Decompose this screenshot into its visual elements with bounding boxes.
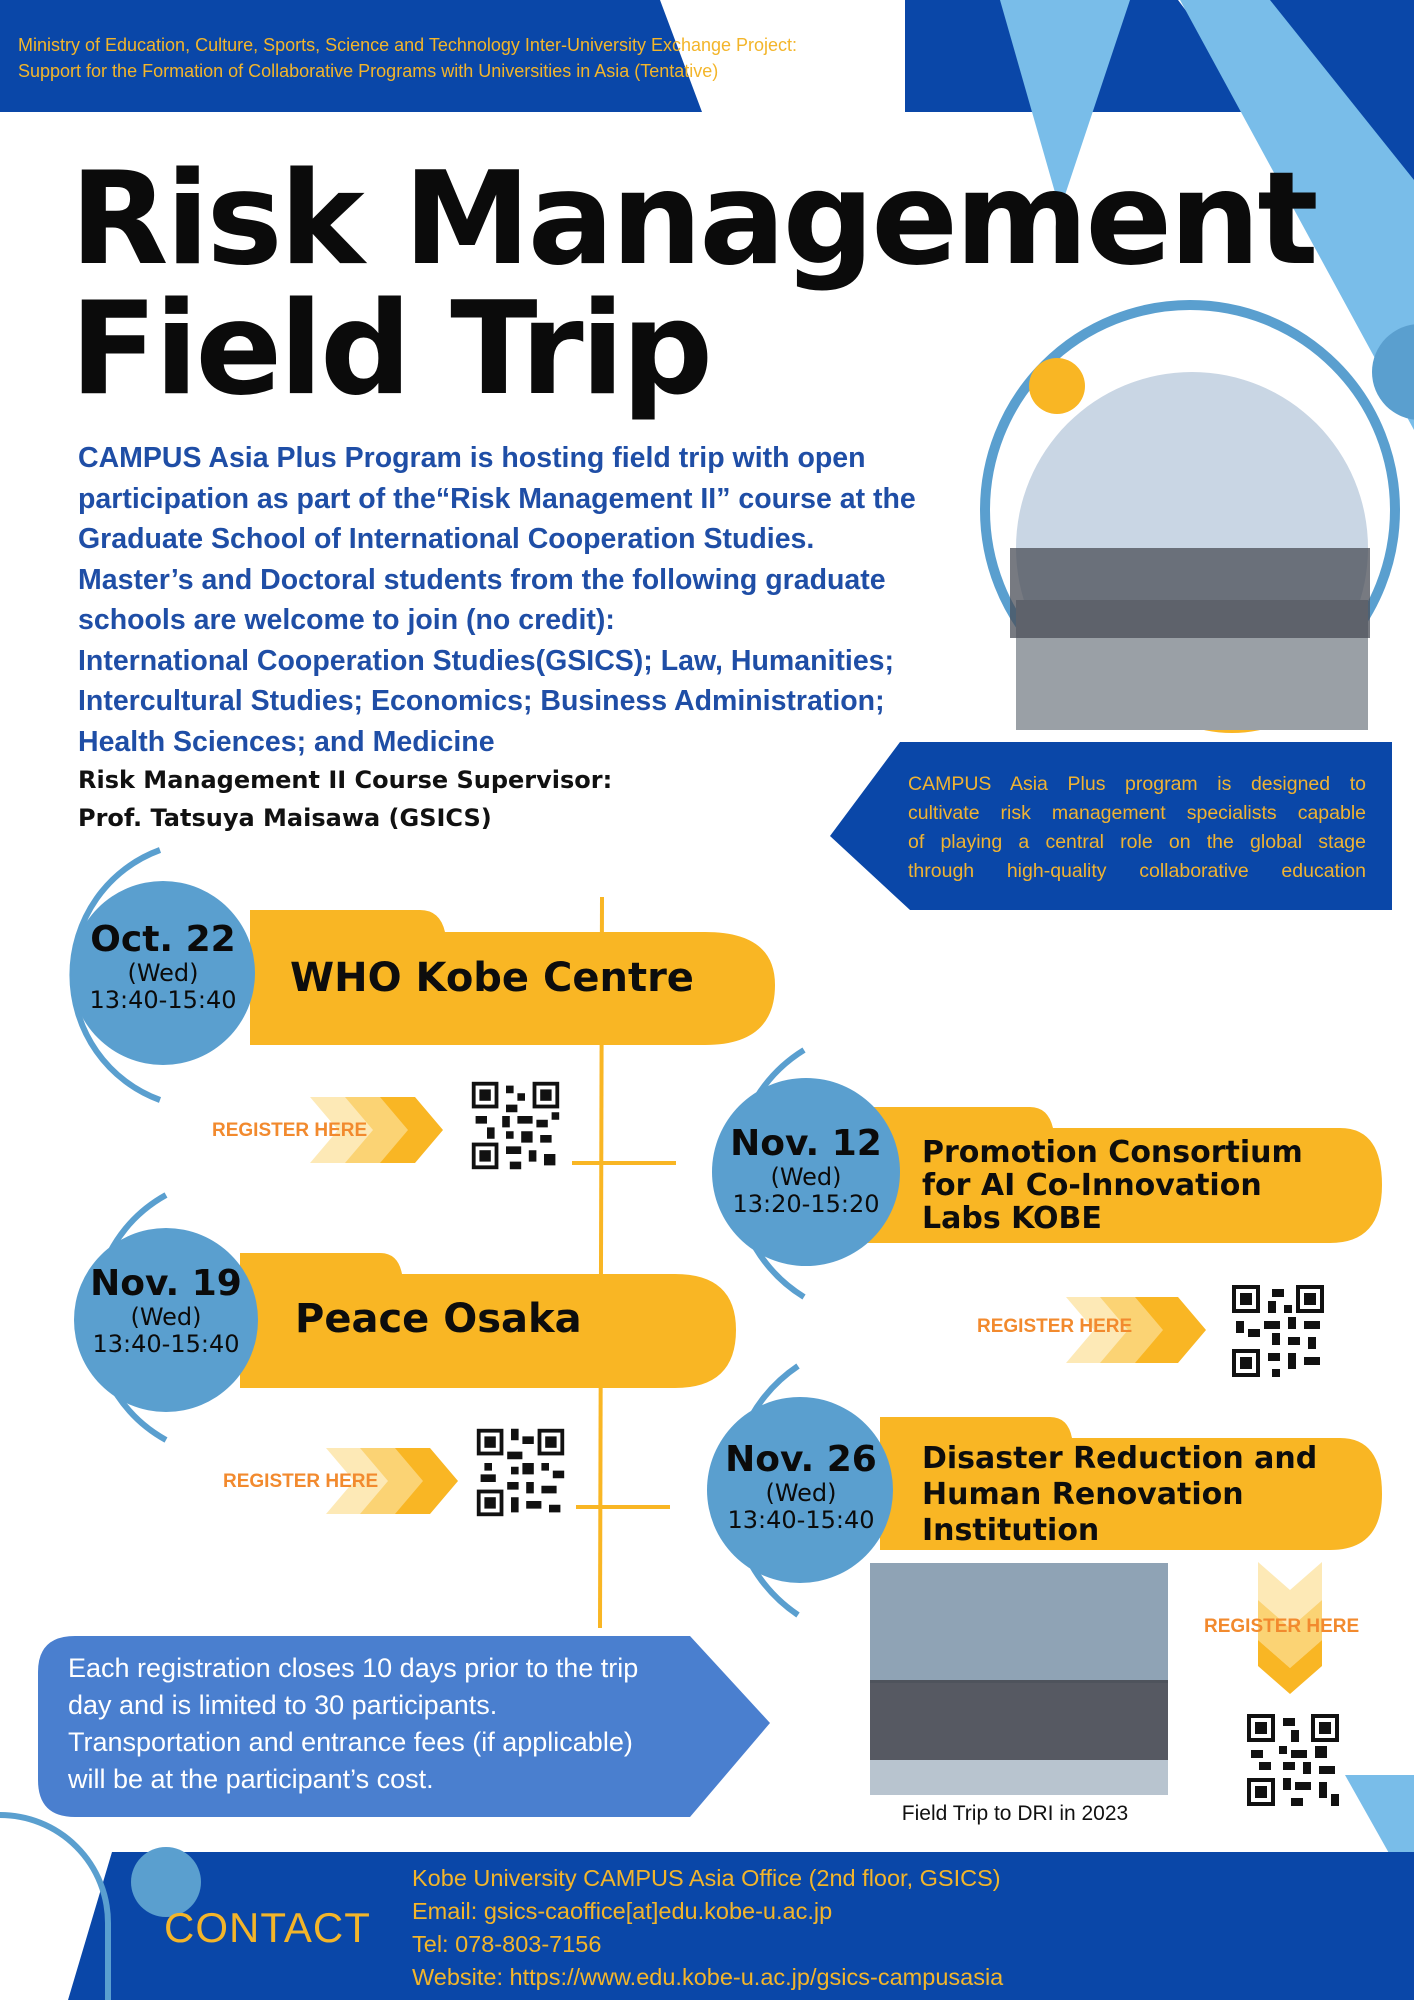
trip1-register-link[interactable]: REGISTER HERE — [212, 1120, 368, 1141]
trip4-venue-line: Disaster Reduction and — [922, 1441, 1318, 1476]
contact-label: CONTACT — [164, 1904, 371, 1951]
trip1-date-block — [73, 920, 253, 1014]
trip4-venue-line: Human Renovation — [922, 1477, 1244, 1512]
trip2-time: 13:20-15:20 — [732, 1190, 880, 1218]
program-note-line: CAMPUS Asia Plus program is designed to — [908, 773, 1366, 795]
trip4-date: Nov. 26 — [725, 1439, 877, 1480]
ministry-line-1: Ministry of Education, Culture, Sports, Science and Technology Inter-University Exchange Project: — [18, 35, 798, 55]
trip2-venue-line: Promotion Consortium — [922, 1135, 1303, 1170]
registration-note — [68, 1650, 708, 1798]
registration-note-line: Transportation and entrance fees (if applicable) — [68, 1727, 633, 1757]
trip3-time: 13:40-15:40 — [92, 1330, 240, 1358]
contact-tel[interactable]: Tel: 078-803-7156 — [412, 1931, 602, 1957]
trip2-venue — [922, 1136, 1303, 1235]
contact-email[interactable]: Email: gsics-caoffice[at]edu.kobe-u.ac.jp — [412, 1898, 833, 1924]
trip2-date-block — [715, 1124, 897, 1218]
trip3-date: Nov. 19 — [90, 1263, 242, 1304]
contact-details — [412, 1862, 1003, 1994]
trip2-date: Nov. 12 — [730, 1123, 882, 1164]
qr-code-trip3[interactable] — [473, 1425, 568, 1520]
group-photo-people — [1010, 548, 1370, 638]
qr-code-trip2[interactable] — [1228, 1281, 1328, 1381]
trip1-time: 13:40-15:40 — [89, 986, 237, 1014]
trip3-register-link[interactable]: REGISTER HERE — [223, 1471, 379, 1492]
intro-line: Health Sciences; and Medicine — [78, 725, 495, 758]
ministry-project-note — [18, 32, 898, 84]
trip4-weekday: (Wed) — [765, 1479, 837, 1507]
intro-line: participation as part of the“Risk Management II” course at the — [78, 482, 916, 515]
program-note-line: through high-quality collaborative education — [908, 860, 1366, 882]
trip2-register-link[interactable]: REGISTER HERE — [977, 1316, 1133, 1337]
program-note-line: of playing a central role on the global stage — [908, 831, 1366, 853]
intro-line: Graduate School of International Cooperation Studies. — [78, 523, 815, 555]
page-title-line-2: Field Trip — [70, 275, 711, 424]
trip3-weekday: (Wed) — [130, 1303, 202, 1331]
program-note-text — [908, 770, 1366, 886]
contact-website[interactable]: Website: https://www.edu.kobe-u.ac.jp/gsics-campusasia — [412, 1964, 1004, 1990]
trip4-venue — [922, 1441, 1317, 1549]
trip4-time: 13:40-15:40 — [727, 1506, 875, 1534]
trip1-venue: WHO Kobe Centre — [290, 955, 694, 1001]
trip4-venue-line: Institution — [922, 1513, 1100, 1548]
photo-yellow-dot — [1029, 358, 1085, 414]
trip3-date-block — [76, 1264, 256, 1358]
trip2-venue-line: for AI Co-Innovation — [922, 1168, 1262, 1203]
contact-office: Kobe University CAMPUS Asia Office (2nd floor, GSICS) — [412, 1865, 1001, 1891]
trip4-register-link[interactable]: REGISTER HERE — [1204, 1616, 1360, 1637]
intro-line: International Cooperation Studies(GSICS); Law, Humanities; — [78, 644, 895, 677]
qr-code-trip1[interactable] — [468, 1078, 563, 1173]
dri-photo-building — [870, 1563, 1168, 1683]
intro-line: Master’s and Doctoral students from the following graduate — [78, 563, 886, 596]
program-note-line: cultivate risk management specialists capable — [908, 802, 1366, 824]
intro-line: schools are welcome to join (no credit): — [78, 604, 615, 636]
registration-note-line: day and is limited to 30 participants. — [68, 1690, 498, 1720]
trip2-weekday: (Wed) — [770, 1163, 842, 1191]
trip2-venue-line: Labs KOBE — [922, 1201, 1102, 1236]
intro-line: Intercultural Studies; Economics; Business Administration; — [78, 685, 885, 717]
trip4-date-block — [708, 1440, 894, 1534]
registration-note-line: will be at the participant’s cost. — [68, 1764, 434, 1794]
qr-code-trip4[interactable] — [1243, 1710, 1343, 1810]
intro-paragraph — [78, 438, 998, 762]
trip1-weekday: (Wed) — [127, 959, 199, 987]
ministry-line-2: Support for the Formation of Collaborative Programs with Universities in Asia (Tentative) — [18, 61, 719, 81]
registration-note-line: Each registration closes 10 days prior to the trip — [68, 1653, 639, 1683]
intro-line: CAMPUS Asia Plus Program is hosting field trip with open — [78, 442, 866, 474]
photo-caption: Field Trip to DRI in 2023 — [901, 1802, 1129, 1825]
supervisor-label: Risk Management II Course Supervisor: — [78, 766, 613, 794]
supervisor-name: Prof. Tatsuya Maisawa (GSICS) — [78, 804, 492, 832]
trip1-date: Oct. 22 — [90, 919, 236, 960]
trip3-venue: Peace Osaka — [295, 1296, 582, 1342]
bottom-right-triangle — [1345, 1775, 1414, 1855]
dri-photo-people — [870, 1680, 1168, 1760]
page-title-line-1: Risk Management — [70, 145, 1316, 294]
